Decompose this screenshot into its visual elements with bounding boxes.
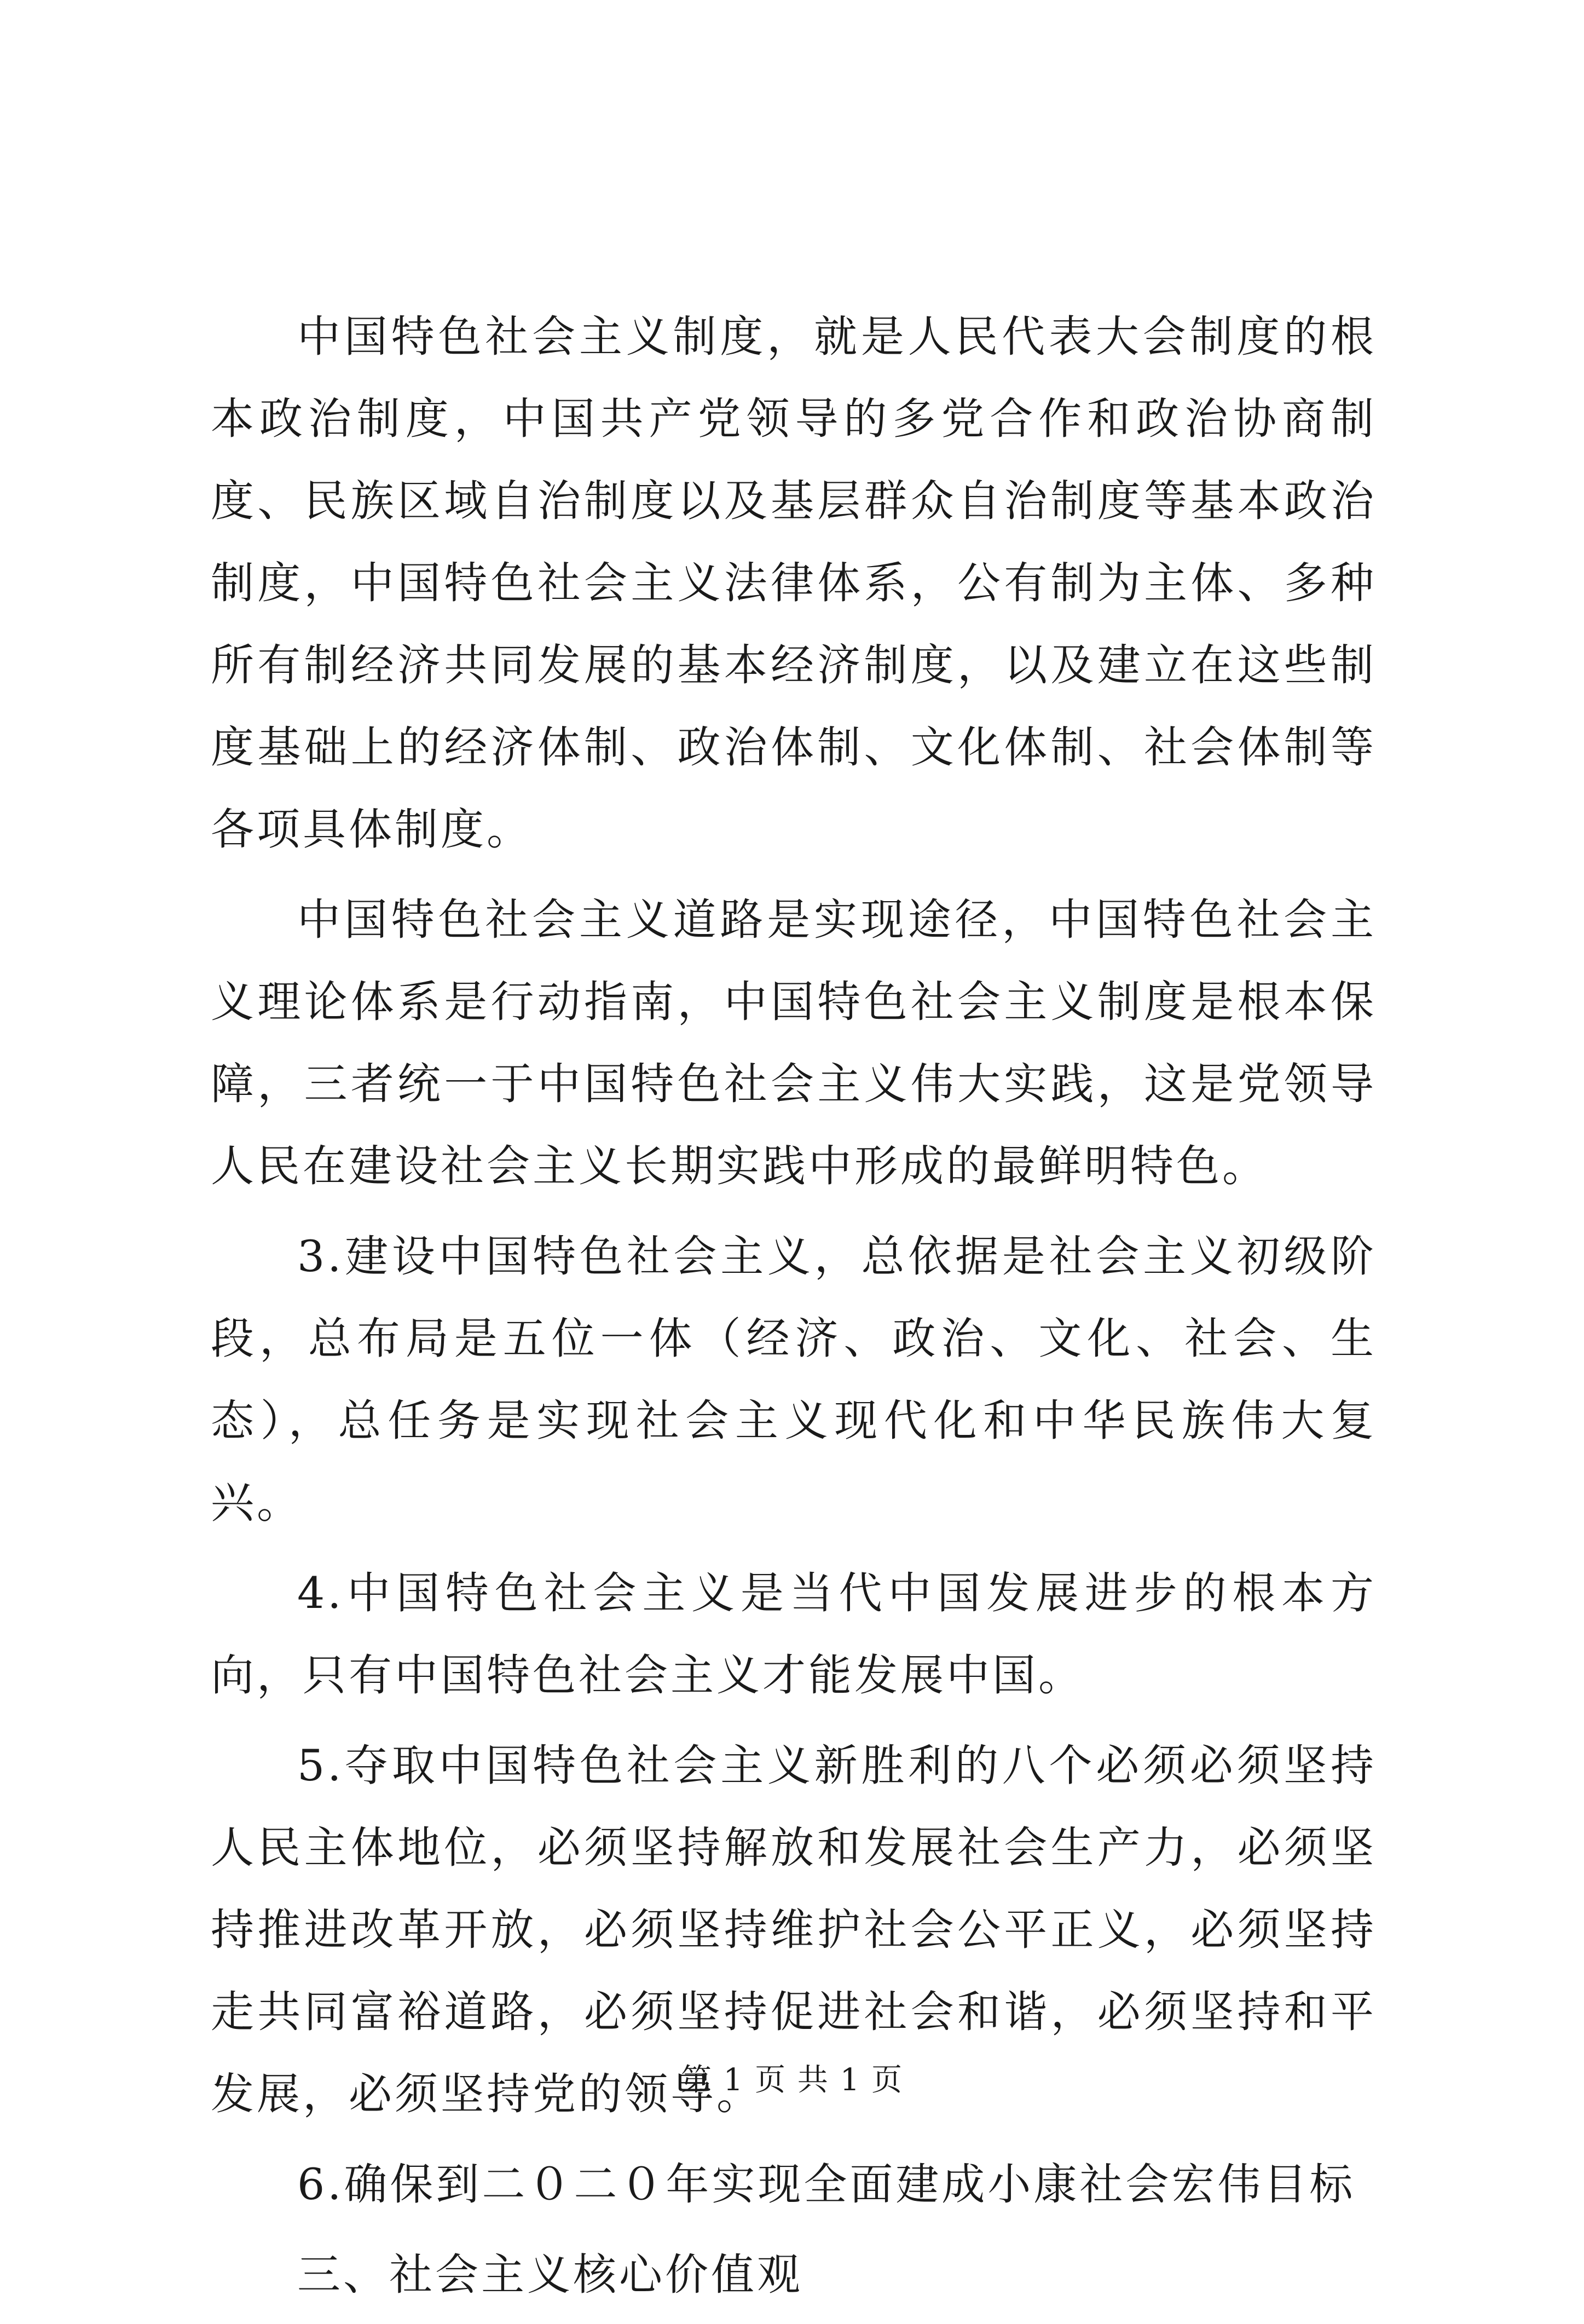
paragraph-socialist-system: 中国特色社会主义制度，就是人民代表大会制度的根本政治制度，中国共产党领导的多党合作和政治协商制度、民族区域自治制度以及基层群众自治制度等基本政治制度，中国特色社会主义法律体系，公有制为主体、多种所有制经济共同发展的基本经济制度，以及建立在这些制度基础上的经济体制、政治体制、文化体制、社会体制等各项具体制度。 xyxy=(211,312,1377,855)
paragraph-item-5: 5.夺取中国特色社会主义新胜利的八个必须必须坚持人民主体地位，必须坚持解放和发展社会生产力，必须坚持推进改革开放，必须坚持维护社会公平正义，必须坚持走共同富裕道路，必须坚持促进社会和谐，必须坚持和平发展，必须坚持党的领导。 xyxy=(211,1740,1377,2119)
section-heading-core-values: 三、社会主义核心价值观 xyxy=(297,2250,803,2300)
paragraph-path-theory-system: 中国特色社会主义道路是实现途径，中国特色社会主义理论体系是行动指南，中国特色社会主义制度是根本保障，三者统一于中国特色社会主义伟大实践，这是党领导人民在建设社会主义长期实践中形成的最鲜明特色。 xyxy=(211,895,1377,1191)
page-footer: 第 1 页 共 1 页 xyxy=(680,2062,904,2098)
paragraph-item-4: 4.中国特色社会主义是当代中国发展进步的根本方向，只有中国特色社会主义才能发展中国。 xyxy=(211,1568,1377,1700)
document-body xyxy=(211,296,1377,2324)
paragraph-item-6: 6.确保到二０二０年实现全面建成小康社会宏伟目标 xyxy=(297,2159,1356,2210)
paragraph-item-3: 3.建设中国特色社会主义，总依据是社会主义初级阶段，总布局是五位一体（经济、政治、文化、社会、生态），总任务是实现社会主义现代化和中华民族伟大复兴。 xyxy=(211,1231,1377,1528)
